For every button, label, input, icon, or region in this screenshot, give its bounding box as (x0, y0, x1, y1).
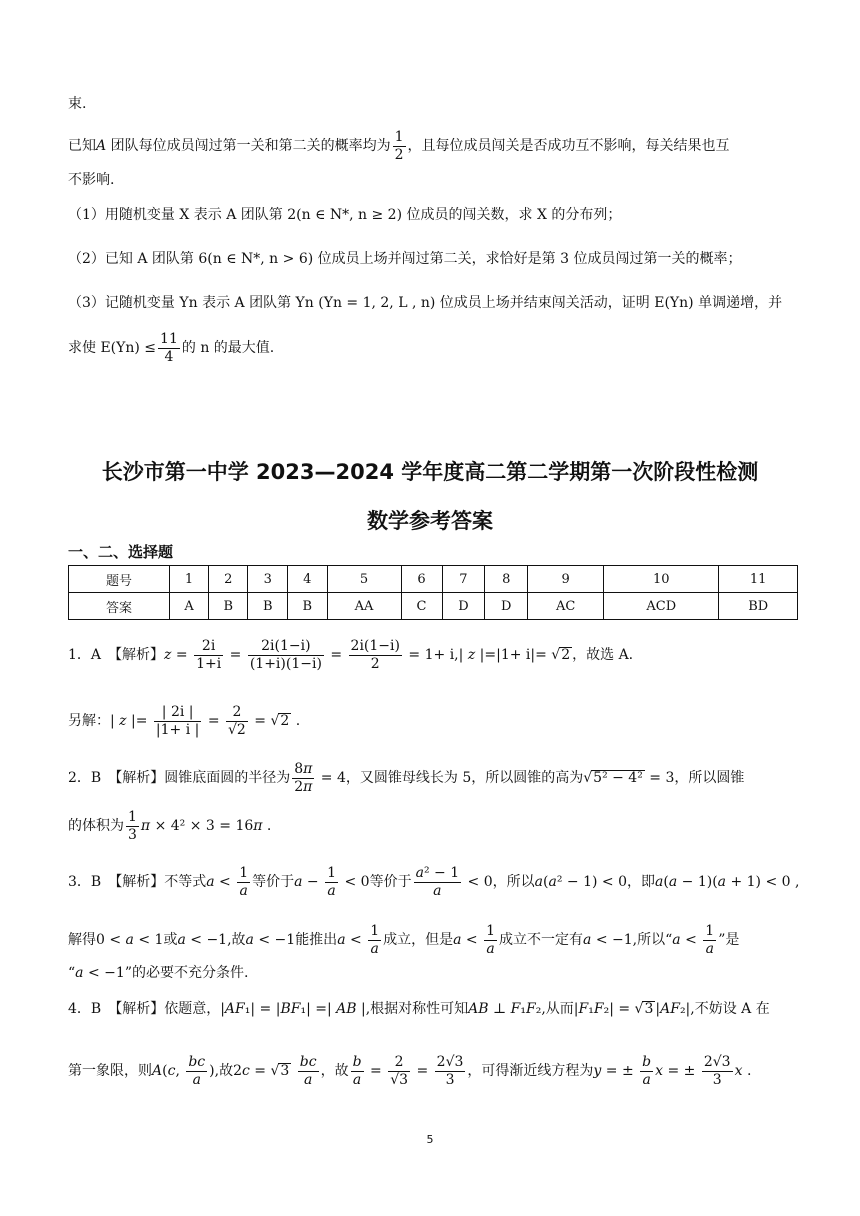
table-cell-number: 2 (208, 566, 248, 593)
table-cell-answer: D (442, 593, 485, 620)
table-cell-number: 8 (485, 566, 528, 593)
s3-l2f: 成立不一定有 (499, 932, 584, 949)
solution-2: 2．B 【解析】圆锥底面圆的半径为 $\frac{8\pi}{2\pi}$ = 4，又圆锥母线长为 5，所以圆锥的高为√5² − 4² = 3，所以圆锥 (68, 761, 745, 795)
problem-line-end: 束. (68, 96, 87, 112)
s4-p2: ,从而 (541, 1001, 574, 1017)
question-3-line1: （3）记随机变量 Yn 表示 A 团队第 Yn (Yn = 1, 2, L , n) 位成员上场并结束闯关活动，证明 E(Yn) 单调递增，并 (68, 295, 783, 311)
question-2: （2）已知 A 团队第 6(n ∈ N*, n > 6) 位成员上场并闯过第二关，求恰好是第 3 位成员闯过第一关的概率； (68, 251, 742, 267)
solution-3: 3．B 【解析】不等式a < $\frac{1}{a}$ 等价于a − $\frac{1}{a}$ < 0等价于 $\frac{\text{a² − 1}}{a}$ < 0，所以a(a² − 1) < 0，即a(a − 1)(a + 1) < 0 , (68, 865, 800, 899)
s4-l2c: ，故 (320, 1063, 349, 1080)
s2-head: 2．B 【解析】圆锥底面圆的半径为 (68, 770, 291, 787)
solution-3-line3: “a < −1”的必要不充分条件. (68, 965, 249, 981)
table-cell-number: 4 (288, 566, 328, 593)
intro-prefix: 已知 (68, 138, 96, 155)
s2-mid1: ，又圆锥母线长为 5，所以圆锥的高为 (345, 770, 584, 787)
s3-l3a: “ (68, 965, 76, 981)
table-cell-answer: D (485, 593, 528, 620)
table-header-label: 题号 (69, 566, 170, 593)
problem-intro-cont: 不影响. (68, 172, 115, 188)
fraction-one-half: $\frac{1}{2}$ (394, 129, 404, 163)
intro-mid: 团队每位成员闯过第一关和第二关的概率均为 (106, 138, 391, 155)
s4-p3: ,不妨设 A 在 (690, 1001, 770, 1017)
table-cell-number: 9 (528, 566, 604, 593)
s4-p1: ,根据对称性可知 (365, 1001, 469, 1017)
table-cell-answer: AA (327, 593, 401, 620)
table-cell-answer: B (288, 593, 328, 620)
s3-l2b: 或 (163, 932, 178, 949)
s3-l2d: 能推出 (295, 932, 338, 949)
s2-line2-head: 的体积为 (68, 818, 124, 835)
solution-4: 4．B 【解析】依题意，|AF₁| = |BF₁| =| AB |,根据对称性可知AB ⊥ F₁F₂,从而|F₁F₂| = √3 |AF₂|,不妨设 A 在 (68, 1001, 770, 1017)
table-cell-number: 5 (327, 566, 401, 593)
page-number: 5 (426, 1133, 434, 1146)
s4-l2b: ,故 (214, 1063, 234, 1080)
s4-head: 4．B 【解析】依题意， (68, 1001, 221, 1017)
table-cell-answer: B (248, 593, 288, 620)
answer-table (68, 565, 798, 620)
s4-l2a: 第一象限，则 (68, 1063, 152, 1080)
table-row-answers (69, 593, 798, 620)
table-cell-number: 11 (719, 566, 798, 593)
table-cell-answer: ACD (604, 593, 719, 620)
table-cell-number: 7 (442, 566, 485, 593)
s3-l3b: ”的必要不充分条件. (124, 965, 249, 981)
s1-alt-head: 另解： (68, 713, 110, 730)
s3-p3: ，所以 (492, 874, 535, 891)
s1-tail: ，故选 A. (572, 647, 634, 664)
section-label: 一、二、选择题 (68, 543, 174, 561)
table-cell-number: 10 (604, 566, 719, 593)
solution-3-line2: 解得0 < a < 1或a < −1,故a < −1能推出a < $\frac{1}{a}$ 成立，但是a < $\frac{1}{a}$ 成立不一定有a < −1,所以“a < $\frac{1}{a}$ ”是 (68, 923, 740, 957)
problem-intro: 已知A 团队每位成员闯过第一关和第二关的概率均为 $\frac{1}{2}$ ，且每位成员闯关是否成功互不影响，每关结果也互 (68, 129, 730, 163)
s3-l2h: ”是 (718, 932, 740, 949)
s1-head: 1．A 【解析】 (68, 647, 165, 664)
table-cell-answer: B (208, 593, 248, 620)
table-cell-answer: C (401, 593, 442, 620)
solution-1-alt: 另解：| z |= $\frac{| 2i |}{|1+ i |}$ = $\frac{2}{√2}$ = √2 . (68, 704, 301, 738)
fraction-eleven-quarters: $\frac{11}{4}$ (160, 331, 178, 365)
s3-p2: 等价于 (369, 874, 412, 891)
s3-l2g: ,所以“ (632, 932, 673, 949)
intro-suffix: ，且每位成员闯关是否成功互不影响，每关结果也互 (407, 138, 730, 155)
answer-title: 长沙市第一中学 2023—2024 学年度高二第二学期第一次阶段性检测 (101, 460, 759, 484)
s2-mid2: ，所以圆锥 (674, 770, 745, 787)
answer-subtitle: 数学参考答案 (367, 509, 493, 533)
question-3-line2 (68, 332, 274, 364)
solution-4-line2: 第一象限，则A(c, $\frac{bc}{a}$ ),故2c = √3 $\frac{bc}{a}$ ，故 $\frac{b}{a}$ = $\frac{2}{√3}$ = $\frac{2√3}{3}$ ，可得渐近线方程为y = ± $\frac{b}{a}$ x = ± $\frac{2√3}{3}$ x . (68, 1054, 752, 1088)
s3-p4: ，即 (627, 874, 655, 891)
s3-l2a: 解得 (68, 932, 96, 949)
q3-b-suffix: 的 n 的最大值. (181, 340, 275, 357)
table-cell-number: 1 (170, 566, 209, 593)
question-1: （1）用随机变量 X 表示 A 团队第 2(n ∈ N*, n ≥ 2) 位成员的闯关数，求 X 的分布列； (68, 207, 622, 223)
table-cell-number: 3 (248, 566, 288, 593)
s3-p1: 等价于 (252, 874, 295, 891)
s4-l2d: ，可得渐近线方程为 (467, 1063, 594, 1080)
solution-1: 1．A 【解析】z = $\frac{2i}{1+i}$ = $\frac{2i(1-i)}{(1+i)(1-i)}$ = $\frac{2i(1-i)}{2}$ = 1+ i,| z |=|1+ i|= √2 ，故选 A. (68, 638, 634, 672)
s3-l2c: ,故 (227, 932, 246, 949)
s3-l2e: 成立，但是 (383, 932, 454, 949)
table-cell-answer: A (170, 593, 209, 620)
table-cell-answer: AC (528, 593, 604, 620)
s3-head: 3．B 【解析】不等式 (68, 874, 207, 891)
q3-b-prefix: 求使 E(Yn) ≤ (68, 340, 157, 357)
table-answer-label: 答案 (69, 593, 170, 620)
solution-2-line2: 的体积为 $\frac{1}{3}$ π × 4² × 3 = 16π . (68, 809, 272, 843)
table-row-numbers (69, 566, 798, 593)
table-cell-answer: BD (719, 593, 798, 620)
table-cell-number: 6 (401, 566, 442, 593)
